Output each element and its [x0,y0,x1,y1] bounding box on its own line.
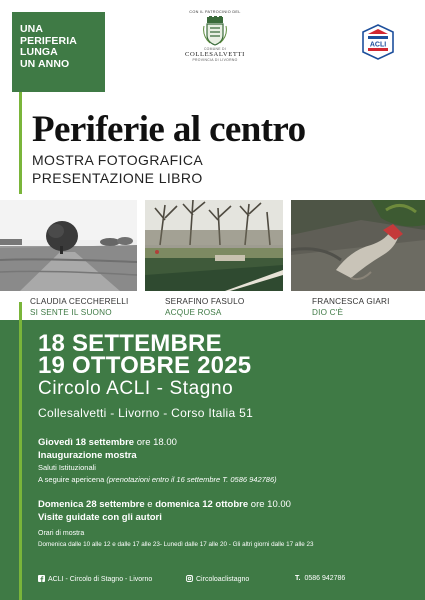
caption-1 [30,297,128,318]
photographer-name: CLAUDIA CECCHERELLI [30,297,129,306]
coat-of-arms-icon [202,16,228,46]
venue-name: Circolo ACLI - Stagno [38,378,234,399]
badge-line: PERIFERIA [20,34,77,47]
event2-date2: domenica 12 ottobre [155,499,249,510]
photo-title: SI SENTE IL SUONO [30,307,112,317]
subtitle-line: PRESENTAZIONE LIBRO [32,170,203,186]
footer-instagram[interactable] [186,575,249,583]
comune-prefix: COMUNE DI [203,47,227,51]
event1-line1: Saluti Istituzionali [38,463,96,472]
footer-phone[interactable] [295,575,345,582]
event1-apericena: A seguire apericena [38,475,107,484]
event2-and: e [144,499,156,510]
comune-name: COLLESALVETTI [185,51,245,58]
accent-line [19,302,22,600]
photographer-name: SERAFINO FASULO [165,297,245,306]
event1-date: Giovedì 18 settembre [38,437,135,448]
badge-line: LUNGA [20,46,58,58]
badge-line: UN ANNO [20,57,70,70]
photo-waterside [145,200,283,291]
date-start: 18 SETTEMBRE [38,330,222,357]
event2-datetime [38,499,291,510]
date-end: 19 OTTOBRE 2025 [38,352,252,379]
facebook-label: ACLI - Circolo di Stagno - Livorno [48,576,153,583]
event1-booking: (prenotazioni entro il 16 settembre T. 0586 942786) [106,475,277,484]
footer-facebook[interactable] [38,575,152,583]
subtitle-line: MOSTRA FOTOGRAFICA [32,152,204,168]
instagram-label: Circoloaclistagno [196,576,250,583]
phone-number: 0586 942786 [304,575,346,582]
patronage-block [165,10,265,62]
caption-2 [165,297,244,318]
phone-icon-label: T. [295,575,301,582]
hours-label: Orari di mostra [38,530,85,537]
event1-line2 [38,475,277,484]
province-name: PROVINCIA DI LIVORNO [192,58,238,62]
event2-time: ore 10.00 [248,499,291,510]
page-title: Periferie al centro [32,109,306,150]
campaign-badge [12,12,105,92]
facebook-icon [38,575,45,582]
patronage-label: CON IL PATROCINIO DEL [189,10,241,14]
badge-line: UNA [20,23,44,35]
event1-datetime [38,437,177,448]
hours-detail: Domenica dalle 10 alle 12 e dalle 17 alle 23- Lunedì dalle 17 alle 20 - Gli altri giorni dalle 17 alle 23 [38,541,314,548]
photo-glove [291,200,425,291]
event1-heading: Inaugurazione mostra [38,450,137,461]
event2-heading: Visite guidate con gli autori [38,512,162,523]
photo-title: DIO C'È [312,307,344,317]
photo-title: ACQUE ROSA [165,307,222,317]
event1-time: ore 18.00 [134,437,177,448]
caption-3 [312,297,390,318]
photo-countryside [0,200,137,291]
acli-logo-icon [362,24,394,60]
event2-date1: Domenica 28 settembre [38,499,145,510]
venue-address: Collesalvetti - Livorno - Corso Italia 51 [38,406,254,420]
photographer-name: FRANCESCA GIARI [312,297,390,306]
instagram-icon [186,575,193,582]
acli-logo-text: ACLI [369,41,387,49]
accent-line [19,92,22,194]
